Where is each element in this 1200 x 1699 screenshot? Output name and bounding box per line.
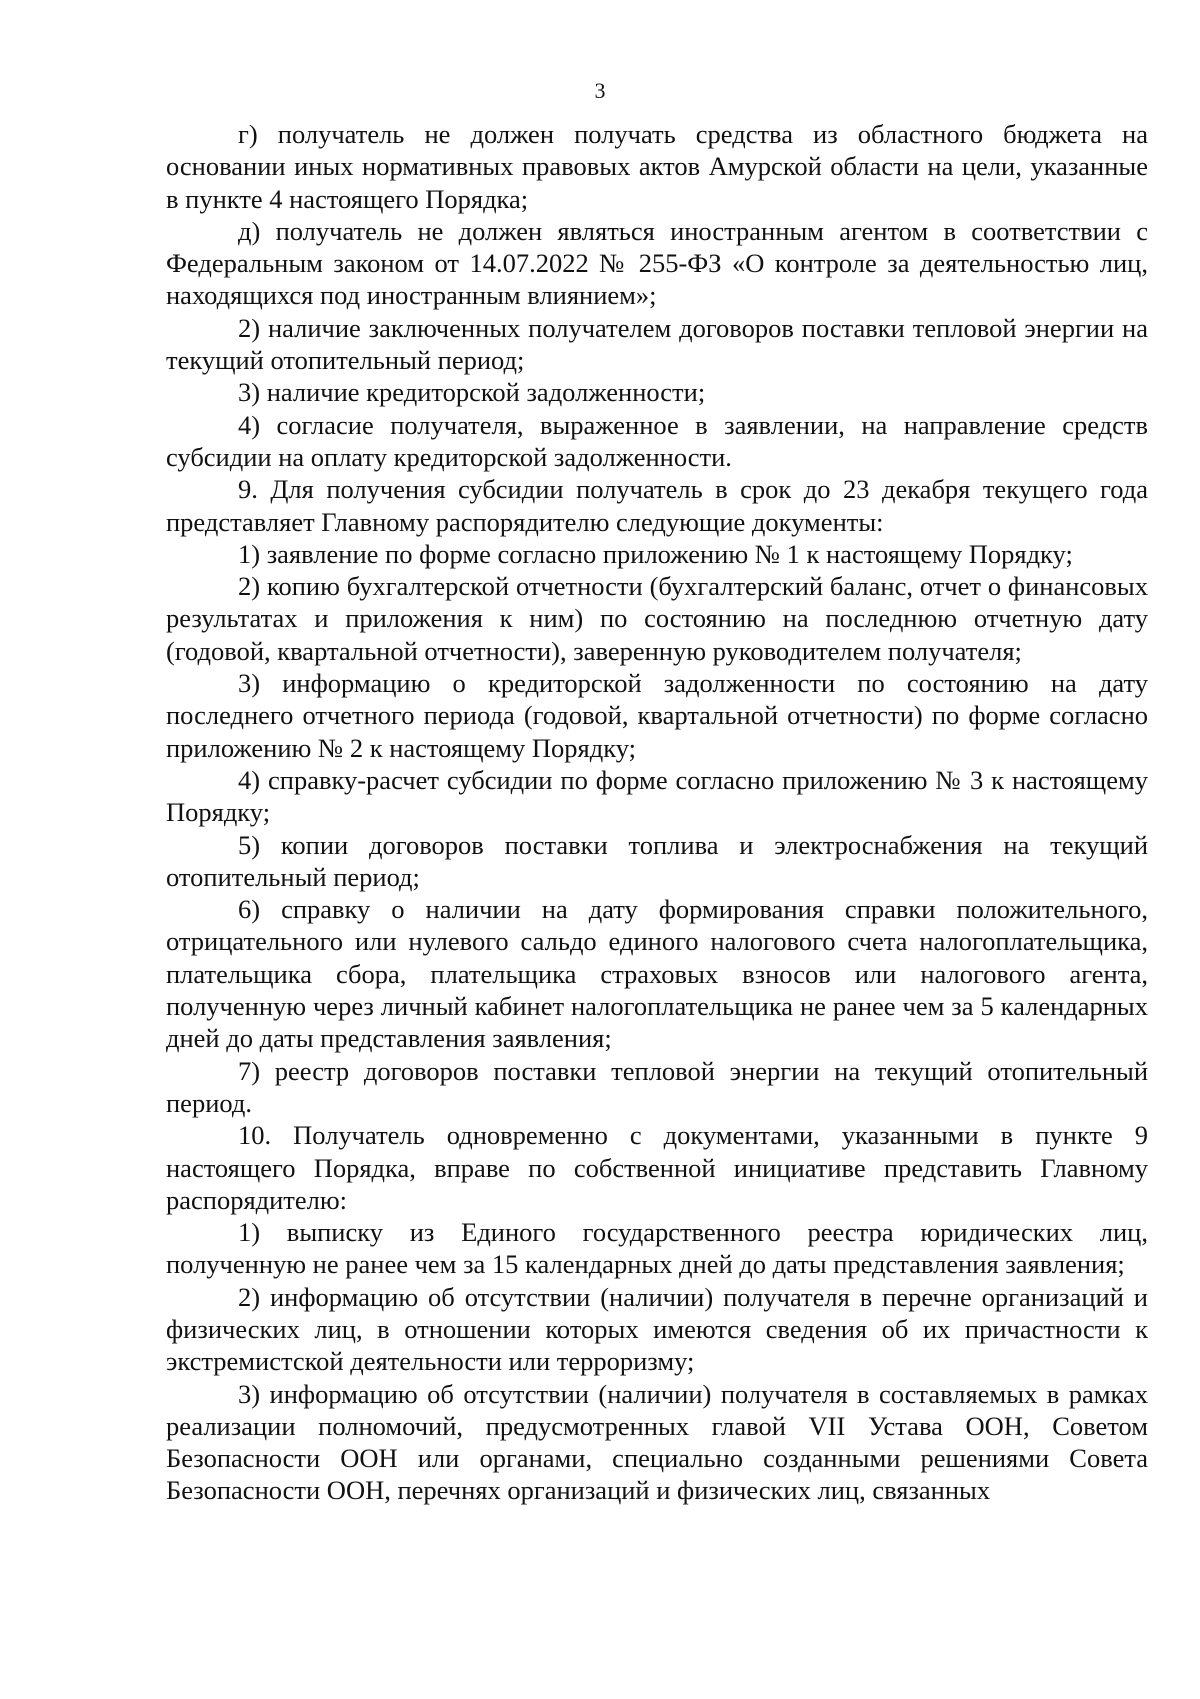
paragraph-g-budget-funds: г) получатель не должен получать средства из областного бюджета на основании иных нормативных правовых актов Амурской области на цели, указанные в пункте 4 настоящего Порядка; bbox=[166, 119, 1148, 214]
paragraph-9-6-tax-balance: 6) справку о наличии на дату формирования справки положительного, отрицательного или нулевого сальдо единого налогового счета налогоплательщика, плательщика сбора, плательщика страховых взносов или налогового агента, полученную через личный кабинет налогоплательщика не ранее чем за 5 календарных дней до даты представления заявления; bbox=[166, 894, 1148, 1054]
paragraph-9-documents: 9. Для получения субсидии получатель в срок до 23 декабря текущего года представляет Главному распорядителю следующие документы: bbox=[166, 474, 1148, 537]
paragraph-10-2-extremism-list: 2) информацию об отсутствии (наличии) получателя в перечне организаций и физических лиц, в отношении которых имеются сведения об их причастности к экстремистской деятельности или терроризму; bbox=[166, 1281, 1148, 1377]
paragraph-9-1-application: 1) заявление по форме согласно приложению № 1 к настоящему Порядку; bbox=[238, 538, 1073, 569]
paragraph-3-payables: 3) наличие кредиторской задолженности; bbox=[238, 377, 706, 408]
paragraph-9-5-fuel-contracts: 5) копии договоров поставки топлива и электроснабжения на текущий отопительный период; bbox=[166, 829, 1148, 892]
paragraph-10-3-un-lists: 3) информацию об отсутствии (наличии) получателя в составляемых в рамках реализации полномочий, предусмотренных главой VII Устава ООН, Советом Безопасности ООН или органами, специально созданными решениями Совета Безопасности ООН, перечнях организаций и физических лиц, связанных bbox=[166, 1378, 1148, 1506]
paragraph-10-1-egrul: 1) выписку из Единого государственного реестра юридических лиц, полученную не ранее чем за 15 календарных дней до даты представления заявления; bbox=[166, 1217, 1148, 1280]
paragraph-9-3-payables-info: 3) информацию о кредиторской задолженности по состоянию на дату последнего отчетного периода (годовой, квартальной отчетности) по форме согласно приложению № 2 к настоящему Порядку; bbox=[166, 668, 1148, 763]
document-body bbox=[166, 118, 1148, 1507]
paragraph-2-heat-contracts: 2) наличие заключенных получателем договоров поставки тепловой энергии на текущий отопительный период; bbox=[166, 312, 1148, 376]
paragraph-d-foreign-agent: д) получатель не должен являться иностранным агентом в соответствии с Федеральным законом от 14.07.2022 № 255-ФЗ «О контроле за деятельностью лиц, находящихся под иностранным влиянием»; bbox=[166, 215, 1148, 311]
paragraph-9-7-registry: 7) реестр договоров поставки тепловой энергии на текущий отопительный период. bbox=[166, 1055, 1148, 1118]
paragraph-10-optional-documents: 10. Получатель одновременно с документами, указанными в пункте 9 настоящего Порядка, вправе по собственной инициативе представить Главному распорядителю: bbox=[166, 1120, 1148, 1215]
paragraph-9-2-accounting: 2) копию бухгалтерской отчетности (бухгалтерский баланс, отчет о финансовых результатах и приложения к ним) по состоянию на последнюю отчетную дату (годовой, квартальной отчетности), заверенную руководителем получателя; bbox=[166, 571, 1148, 666]
paragraph-4-consent: 4) согласие получателя, выраженное в заявлении, на направление средств субсидии на оплату кредиторской задолженности. bbox=[166, 409, 1148, 472]
paragraph-9-4-calculation: 4) справку-расчет субсидии по форме согласно приложению № 3 к настоящему Порядку; bbox=[166, 764, 1148, 828]
page-number: 3 bbox=[594, 78, 606, 103]
